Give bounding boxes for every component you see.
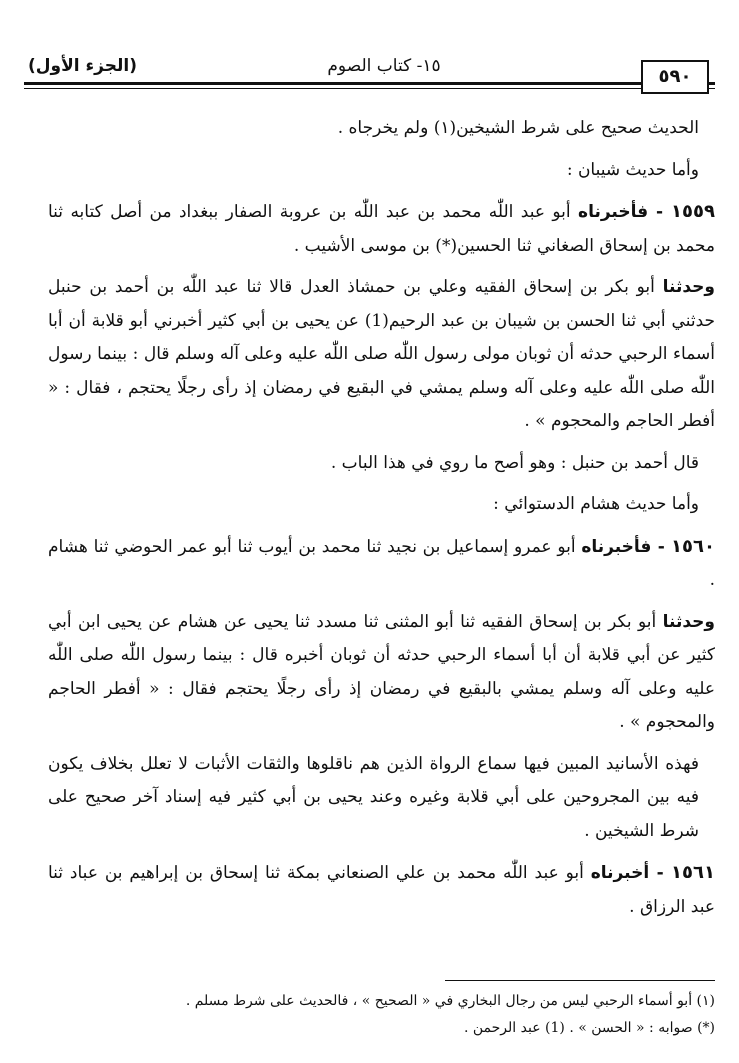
hadith-text: أبو عبد اللّٰه محمد بن علي الصنعاني بمكة ثنا إسحاق بن إبراهيم بن عباد ثنا عبد الرزاق . bbox=[48, 863, 715, 917]
paragraph-shayban-heading: وأما حديث شيبان : bbox=[566, 159, 699, 180]
hadith-dash: - bbox=[651, 536, 672, 557]
header-rule-thin bbox=[24, 88, 715, 89]
paragraph-conclusion: الحديث صحيح على شرط الشيخين(١) ولم يخرجاه . bbox=[337, 118, 699, 138]
hadith-number: ١٥٦٠ bbox=[671, 535, 715, 557]
hadith-1561 bbox=[48, 856, 715, 924]
footnote-1: (١) أبو أسماء الرحبي ليس من رجال البخاري في « الصحيح » ، فالحديث على شرط مسلم . bbox=[185, 993, 715, 1009]
main-text bbox=[48, 112, 715, 932]
page-number: ٥٩٠ bbox=[641, 60, 709, 94]
hadith-lead: فأخبرناه bbox=[578, 202, 649, 222]
paragraph-text: أبو بكر بن إسحاق الفقيه ثنا أبو المثنى ثنا مسدد ثنا يحيى عن هشام عن يحيى ابن أبي كثير عن أبي قلابة أن أبا أسماء الرحبي حدثه أن ثوبان أخبره قال : بينما رسول اللّٰه صلى اللّٰه عليه وعلى آله وسلم يمشي بالبقيع في رمضان إذ رأى رجلًا يحتجم فقال : « أفطر الحاجم والمحجوم » . bbox=[48, 611, 715, 732]
paragraph-ahmad-comment: قال أحمد بن حنبل : وهو أصح ما روي في هذا الباب . bbox=[330, 452, 699, 473]
hadith-text: أبو عمرو إسماعيل بن نجيد ثنا محمد بن أيوب ثنا أبو عمر الحوضي ثنا هشام . bbox=[48, 536, 715, 590]
paragraph-commentary: فهذه الأسانيد المبين فيها سماع الرواة الذين هم ناقلوها والثقات الأثبات لا تعلل بخلاف يكون فيه بين المجروحين على أبي قلابة وغيره وعند يحيى بن أبي كثير فيه إسناد آخر صحيح على شرط الشيخين . bbox=[48, 753, 699, 841]
paragraph-isnad-musaddad bbox=[48, 606, 715, 740]
page-header bbox=[24, 38, 715, 98]
paragraph-text: أبو بكر بن إسحاق الفقيه وعلي بن حمشاذ العدل قالا ثنا عبد اللّٰه بن أحمد بن حنبل حدثني أبي ثنا الحسن بن شيبان بن عبد الرحيم(1) عن يحيى بن أبي كثير أخبرني أبو قلابة أن أبا أسماء الرحبي حدثه أن ثوبان مولى رسول اللّٰه صلى اللّٰه عليه وعلى آله وسلم قال : بينما رسول اللّٰه صلى اللّٰه عليه وعلى آله وسلم يمشي في البقيع في رمضان إذ رأى رجلًا يحتجم ، فقال : « أفطر الحاجم والمحجوم » . bbox=[48, 277, 715, 431]
footnote-rule bbox=[445, 980, 715, 981]
hadith-lead: أخبرناه bbox=[590, 863, 650, 883]
footnote-2: (*) صوابه : « الحسن » . (1) عبد الرحمن . bbox=[464, 1020, 715, 1036]
hadith-dash: - bbox=[648, 202, 672, 222]
chapter-title: ١٥- كتاب الصوم bbox=[327, 56, 441, 76]
footnotes bbox=[48, 988, 715, 1042]
hadith-number: ١٥٥٩ bbox=[671, 201, 715, 222]
paragraph-lead: وحدثنا bbox=[662, 611, 715, 632]
volume-label: (الجزء الأول) bbox=[28, 56, 137, 76]
header-rule-thick bbox=[24, 82, 715, 85]
hadith-lead: فأخبرناه bbox=[581, 536, 652, 557]
hadith-text: أبو عبد اللّٰه محمد بن عبد اللّٰه بن عروبة الصفار ببغداد من أصل كتابه ثنا محمد بن إسحاق الصغاني ثنا الحسين(*) بن موسى الأشيب . bbox=[48, 202, 715, 256]
paragraph-lead: وحدثنا bbox=[662, 277, 715, 297]
paragraph-isnad-ahmad bbox=[48, 271, 715, 439]
hadith-1559 bbox=[48, 195, 715, 263]
hadith-number: ١٥٦١ bbox=[671, 862, 715, 883]
hadith-dash: - bbox=[649, 863, 672, 883]
paragraph-hisham-heading: وأما حديث هشام الدستوائي : bbox=[493, 494, 699, 514]
hadith-1560 bbox=[48, 530, 715, 598]
